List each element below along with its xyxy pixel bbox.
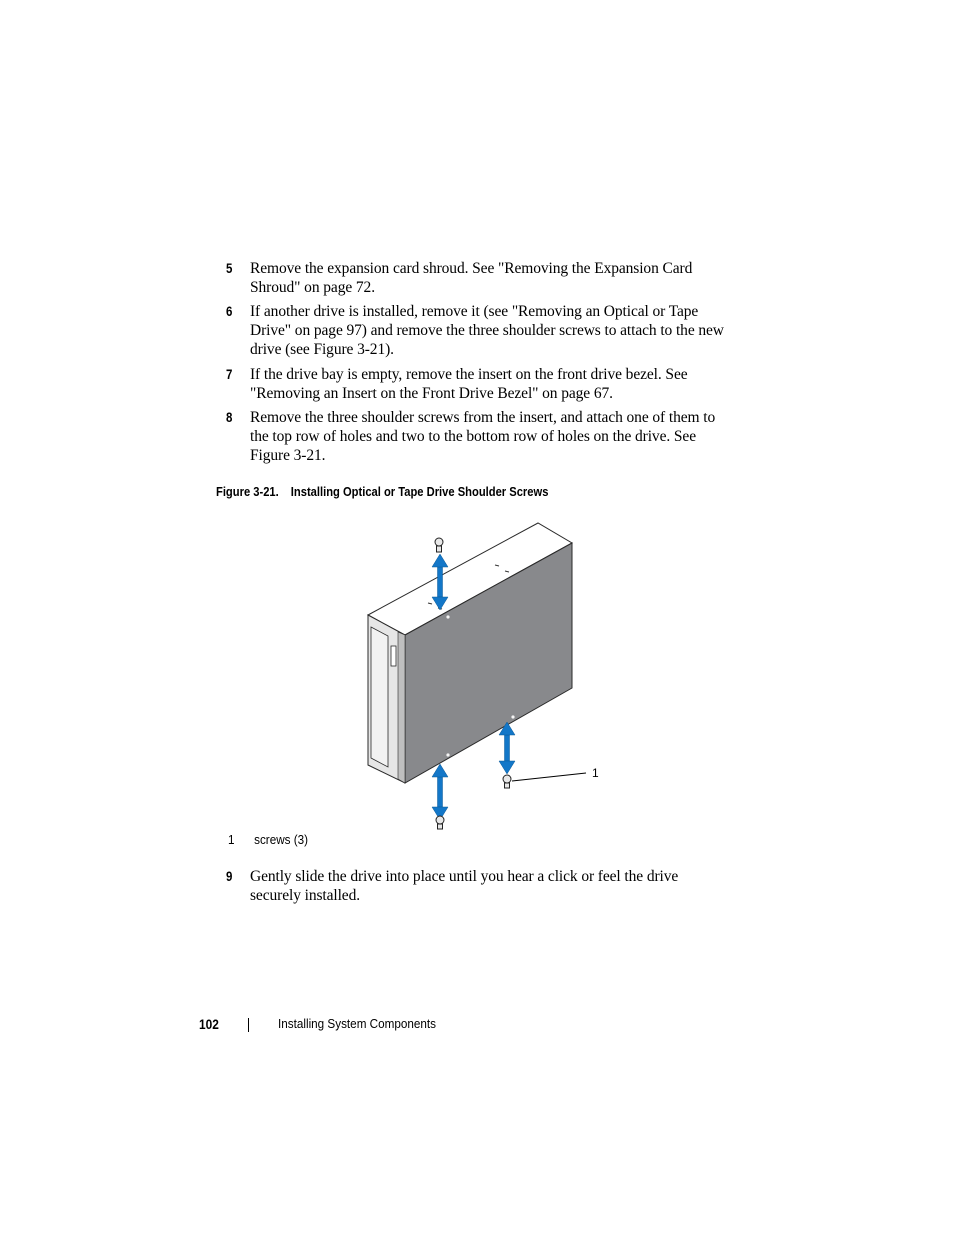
arrow-bottom-left [432, 764, 448, 820]
step-number: 5 [226, 260, 233, 276]
callout-line [512, 773, 586, 781]
step-9 [226, 867, 726, 905]
page-number: 102 [199, 1016, 219, 1032]
step-8 [226, 408, 726, 465]
step-number: 7 [226, 366, 233, 382]
eject-button [391, 646, 396, 666]
step-number: 6 [226, 303, 233, 319]
step-6 [226, 302, 726, 359]
step-text: If the drive bay is empty, remove the insert on the front drive bezel. See "Removing an Insert on the Front Drive Bezel" on page 67. [250, 366, 688, 402]
step-text: If another drive is installed, remove it (see "Removing an Optical or Tape Drive" on page 97) and remove the three shoulder screws to attach to the new drive (see Figure 3-21). [250, 303, 724, 358]
footer-divider [248, 1018, 249, 1032]
screw-icon [436, 816, 444, 829]
legend-text: screws (3) [254, 832, 309, 847]
drive-tray-slot [371, 627, 388, 767]
drive-illustration [360, 515, 610, 835]
legend-number: 1 [228, 832, 235, 847]
footer-section-title: Installing System Components [278, 1016, 437, 1031]
step-text: Remove the expansion card shroud. See "Removing the Expansion Card Shroud" on page 72. [250, 260, 693, 296]
step-text: Gently slide the drive into place until you hear a click or feel the drive securely installed. [250, 868, 679, 904]
step-number: 9 [226, 868, 233, 884]
step-text: Remove the three shoulder screws from the insert, and attach one of them to the top row of holes and two to the bottom row of holes on the drive. See Figure 3-21. [250, 409, 716, 464]
drive-illustration-svg [360, 515, 610, 835]
drive-front-edge [398, 632, 405, 783]
arrow-bottom-right [499, 722, 515, 774]
step-7 [226, 365, 726, 403]
step-number: 8 [226, 409, 233, 425]
screw-icon [435, 538, 443, 552]
figure-caption [216, 483, 548, 501]
figure-title: Installing Optical or Tape Drive Shoulder Screws [290, 484, 549, 499]
figure-label: Figure 3-21. [216, 484, 279, 499]
screw-icon [503, 775, 511, 788]
callout-number: 1 [592, 766, 599, 780]
figure-legend [228, 831, 308, 849]
step-5 [226, 259, 726, 297]
